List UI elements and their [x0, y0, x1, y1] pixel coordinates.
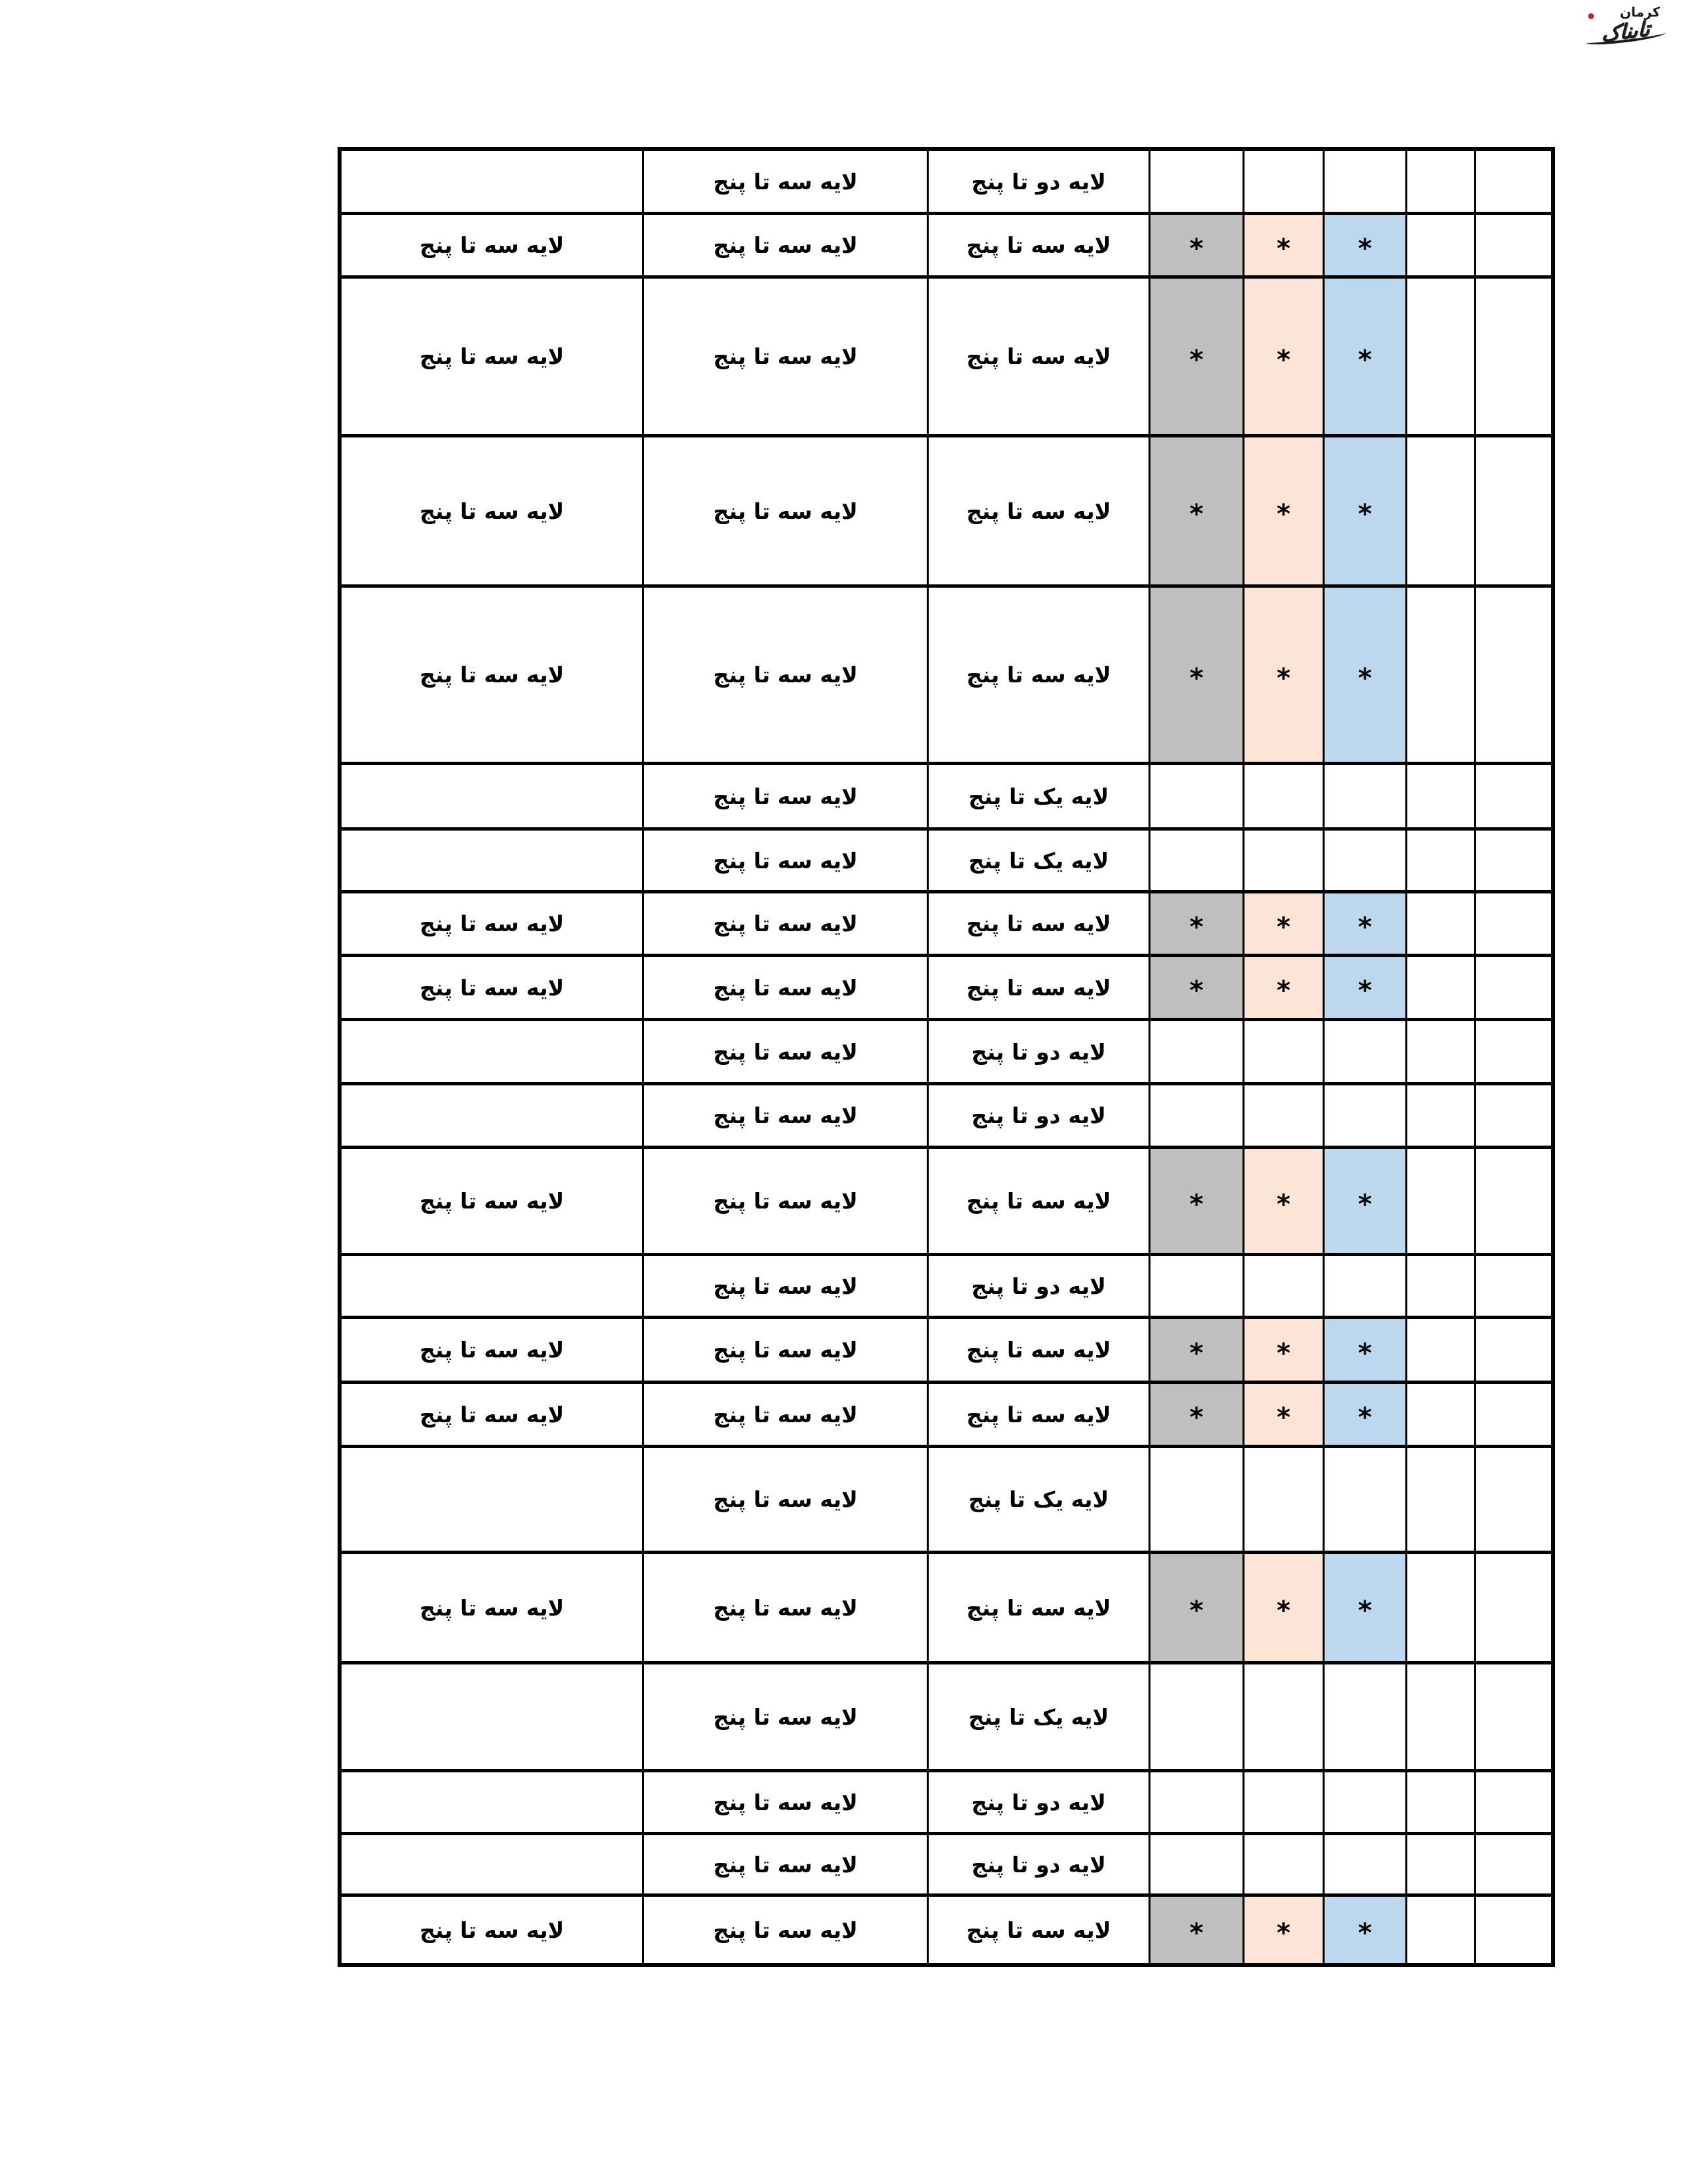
star-mark: * [1276, 976, 1291, 1006]
cell-range-a [342, 1256, 644, 1316]
table-row [342, 1149, 1551, 1256]
cell-mark-gray [1150, 1664, 1244, 1769]
layers-table [338, 147, 1555, 1967]
cell-range-b: لایه سه تا پنج [644, 957, 929, 1018]
cell-mark-peach [1244, 1021, 1325, 1082]
cell-range-c: لایه سه تا پنج [929, 893, 1150, 954]
table-row [342, 831, 1551, 893]
cell-range-a: لایه سه تا پنج [342, 437, 644, 584]
cell-mark-blue [1325, 831, 1407, 890]
cell-empty-b [1476, 765, 1551, 827]
table-row [342, 893, 1551, 957]
cell-range-b: لایه سه تا پنج [644, 1448, 929, 1551]
star-mark: * [1358, 976, 1372, 1006]
cell-range-b: لایه سه تا پنج [644, 1149, 929, 1253]
cell-mark-blue [1325, 957, 1407, 1018]
cell-range-a: لایه سه تا پنج [342, 1897, 644, 1963]
cell-mark-blue [1325, 893, 1407, 954]
star-mark: * [1358, 662, 1372, 694]
cell-empty-a [1407, 765, 1476, 827]
star-mark: * [1358, 1338, 1372, 1369]
cell-mark-gray [1150, 1384, 1244, 1445]
cell-range-b: لایه سه تا پنج [644, 151, 929, 212]
cell-range-c: لایه سه تا پنج [929, 1554, 1150, 1661]
star-mark: * [1276, 1918, 1291, 1948]
star-mark: * [1276, 233, 1291, 264]
table-row [342, 1256, 1551, 1319]
cell-mark-peach [1244, 279, 1325, 434]
cell-range-c: لایه یک تا پنج [929, 1664, 1150, 1769]
cell-mark-blue [1325, 1021, 1407, 1082]
cell-empty-b [1476, 1384, 1551, 1445]
star-mark: * [1190, 1596, 1203, 1626]
cell-empty-a [1407, 1384, 1476, 1445]
cell-range-c: لایه دو تا پنج [929, 1835, 1150, 1893]
cell-empty-b [1476, 1835, 1551, 1893]
cell-range-b: لایه سه تا پنج [644, 1256, 929, 1316]
cell-range-b: لایه سه تا پنج [644, 1384, 929, 1445]
table-row [342, 215, 1551, 279]
table-row [342, 765, 1551, 831]
star-mark: * [1190, 499, 1203, 529]
cell-mark-peach [1244, 215, 1325, 275]
cell-empty-a [1407, 1256, 1476, 1316]
cell-mark-blue [1325, 1448, 1407, 1551]
cell-range-c: لایه سه تا پنج [929, 1149, 1150, 1253]
star-mark: * [1358, 233, 1372, 264]
cell-mark-gray [1150, 957, 1244, 1018]
cell-mark-gray [1150, 1149, 1244, 1253]
logo-accent-dot [1588, 13, 1594, 19]
table-row [342, 151, 1551, 215]
cell-mark-blue [1325, 765, 1407, 827]
cell-range-c: لایه سه تا پنج [929, 215, 1150, 275]
cell-empty-a [1407, 1448, 1476, 1551]
star-mark: * [1276, 662, 1291, 694]
table-row [342, 1835, 1551, 1897]
star-mark: * [1358, 1189, 1372, 1220]
cell-empty-b [1476, 1897, 1551, 1963]
cell-mark-blue [1325, 1256, 1407, 1316]
cell-mark-peach [1244, 1554, 1325, 1661]
table-row [342, 1319, 1551, 1384]
cell-empty-b [1476, 1448, 1551, 1551]
cell-mark-gray [1150, 437, 1244, 584]
cell-mark-peach [1244, 1772, 1325, 1832]
table-row [342, 1554, 1551, 1664]
cell-empty-a [1407, 437, 1476, 584]
cell-range-c: لایه سه تا پنج [929, 437, 1150, 584]
cell-mark-gray [1150, 1448, 1244, 1551]
cell-empty-a [1407, 1319, 1476, 1381]
cell-empty-b [1476, 1319, 1551, 1381]
cell-mark-blue [1325, 1384, 1407, 1445]
cell-mark-blue [1325, 1664, 1407, 1769]
star-mark: * [1276, 1402, 1291, 1433]
cell-range-b: لایه سه تا پنج [644, 437, 929, 584]
cell-mark-gray [1150, 1897, 1244, 1963]
star-mark: * [1190, 911, 1203, 942]
star-mark: * [1358, 499, 1372, 529]
cell-empty-a [1407, 588, 1476, 762]
star-mark: * [1190, 1338, 1203, 1369]
cell-empty-a [1407, 957, 1476, 1018]
cell-range-b: لایه سه تا پنج [644, 215, 929, 275]
cell-range-a [342, 1448, 644, 1551]
cell-range-c: لایه یک تا پنج [929, 765, 1150, 827]
table-row [342, 588, 1551, 765]
cell-range-c: لایه یک تا پنج [929, 1448, 1150, 1551]
star-mark: * [1276, 499, 1291, 529]
cell-range-c: لایه سه تا پنج [929, 588, 1150, 762]
cell-mark-blue [1325, 1554, 1407, 1661]
cell-range-a [342, 1772, 644, 1832]
cell-mark-peach [1244, 1448, 1325, 1551]
star-mark: * [1190, 1402, 1203, 1433]
cell-mark-gray [1150, 893, 1244, 954]
cell-range-a [342, 765, 644, 827]
cell-empty-a [1407, 151, 1476, 212]
cell-mark-gray [1150, 1319, 1244, 1381]
cell-empty-b [1476, 588, 1551, 762]
star-mark: * [1276, 1189, 1291, 1220]
cell-range-b: لایه سه تا پنج [644, 1664, 929, 1769]
cell-empty-a [1407, 1772, 1476, 1832]
cell-mark-peach [1244, 1319, 1325, 1381]
cell-empty-a [1407, 279, 1476, 434]
star-mark: * [1190, 976, 1203, 1006]
cell-mark-blue [1325, 1085, 1407, 1146]
cell-range-a: لایه سه تا پنج [342, 1319, 644, 1381]
star-mark: * [1190, 662, 1203, 694]
cell-range-b: لایه سه تا پنج [644, 893, 929, 954]
cell-mark-peach [1244, 893, 1325, 954]
cell-mark-blue [1325, 1772, 1407, 1832]
cell-empty-b [1476, 1664, 1551, 1769]
star-mark: * [1276, 1596, 1291, 1626]
cell-range-a: لایه سه تا پنج [342, 893, 644, 954]
table-row [342, 279, 1551, 437]
cell-empty-b [1476, 1772, 1551, 1832]
cell-range-a [342, 831, 644, 890]
cell-range-b: لایه سه تا پنج [644, 1085, 929, 1146]
cell-range-a: لایه سه تا پنج [342, 1554, 644, 1661]
cell-range-c: لایه دو تا پنج [929, 1085, 1150, 1146]
cell-range-b: لایه سه تا پنج [644, 1554, 929, 1661]
table-row [342, 1085, 1551, 1149]
cell-mark-blue [1325, 279, 1407, 434]
cell-empty-a [1407, 215, 1476, 275]
cell-mark-peach [1244, 1085, 1325, 1146]
cell-mark-gray [1150, 1554, 1244, 1661]
cell-range-c: لایه سه تا پنج [929, 1897, 1150, 1963]
cell-mark-peach [1244, 1149, 1325, 1253]
cell-range-a: لایه سه تا پنج [342, 279, 644, 434]
cell-empty-b [1476, 1085, 1551, 1146]
star-mark: * [1190, 1918, 1203, 1948]
cell-empty-a [1407, 831, 1476, 890]
cell-mark-gray [1150, 215, 1244, 275]
cell-empty-b [1476, 957, 1551, 1018]
cell-empty-b [1476, 437, 1551, 584]
cell-mark-peach [1244, 957, 1325, 1018]
cell-mark-peach [1244, 588, 1325, 762]
cell-range-a: لایه سه تا پنج [342, 1384, 644, 1445]
cell-mark-peach [1244, 765, 1325, 827]
cell-range-c: لایه دو تا پنج [929, 1256, 1150, 1316]
star-mark: * [1358, 1402, 1372, 1433]
cell-empty-b [1476, 215, 1551, 275]
cell-range-c: لایه یک تا پنج [929, 831, 1150, 890]
cell-mark-blue [1325, 1835, 1407, 1893]
cell-mark-blue [1325, 1319, 1407, 1381]
logo-subtitle: کرمان [1619, 4, 1660, 20]
cell-empty-b [1476, 831, 1551, 890]
cell-range-c: لایه دو تا پنج [929, 1772, 1150, 1832]
star-mark: * [1358, 911, 1372, 942]
cell-mark-gray [1150, 1835, 1244, 1893]
cell-range-b: لایه سه تا پنج [644, 588, 929, 762]
cell-empty-a [1407, 1085, 1476, 1146]
cell-range-c: لایه دو تا پنج [929, 1021, 1150, 1082]
cell-range-b: لایه سه تا پنج [644, 1835, 929, 1893]
cell-mark-blue [1325, 588, 1407, 762]
table-row [342, 1772, 1551, 1835]
cell-range-c: لایه دو تا پنج [929, 151, 1150, 212]
cell-range-a [342, 1085, 644, 1146]
cell-mark-peach [1244, 1664, 1325, 1769]
cell-range-a: لایه سه تا پنج [342, 1149, 644, 1253]
cell-range-c: لایه سه تا پنج [929, 1384, 1150, 1445]
table-row [342, 437, 1551, 588]
cell-empty-a [1407, 1149, 1476, 1253]
cell-mark-peach [1244, 1256, 1325, 1316]
cell-range-b: لایه سه تا پنج [644, 1319, 929, 1381]
cell-mark-gray [1150, 1085, 1244, 1146]
cell-range-a: لایه سه تا پنج [342, 215, 644, 275]
cell-range-c: لایه سه تا پنج [929, 957, 1150, 1018]
table-row [342, 957, 1551, 1021]
star-mark: * [1276, 1338, 1291, 1369]
cell-mark-peach [1244, 831, 1325, 890]
cell-empty-a [1407, 1021, 1476, 1082]
cell-mark-blue [1325, 1897, 1407, 1963]
cell-range-a [342, 1835, 644, 1893]
cell-empty-b [1476, 1149, 1551, 1253]
cell-mark-blue [1325, 215, 1407, 275]
cell-mark-peach [1244, 437, 1325, 584]
cell-mark-peach [1244, 1835, 1325, 1893]
cell-empty-b [1476, 279, 1551, 434]
cell-empty-b [1476, 1021, 1551, 1082]
cell-empty-a [1407, 1664, 1476, 1769]
cell-mark-gray [1150, 1772, 1244, 1832]
star-mark: * [1276, 911, 1291, 942]
star-mark: * [1358, 1596, 1372, 1626]
table-row [342, 1664, 1551, 1772]
cell-range-a [342, 1664, 644, 1769]
table-row [342, 1448, 1551, 1554]
cell-empty-b [1476, 893, 1551, 954]
star-mark: * [1190, 344, 1203, 375]
cell-empty-b [1476, 1256, 1551, 1316]
cell-mark-blue [1325, 1149, 1407, 1253]
cell-range-a: لایه سه تا پنج [342, 957, 644, 1018]
cell-empty-b [1476, 151, 1551, 212]
cell-mark-gray [1150, 1021, 1244, 1082]
logo-title: تابناک [1601, 17, 1650, 47]
cell-range-b: لایه سه تا پنج [644, 279, 929, 434]
cell-mark-peach [1244, 1384, 1325, 1445]
cell-mark-gray [1150, 151, 1244, 212]
cell-mark-blue [1325, 437, 1407, 584]
cell-range-b: لایه سه تا پنج [644, 1897, 929, 1963]
cell-range-b: لایه سه تا پنج [644, 1021, 929, 1082]
cell-empty-a [1407, 1554, 1476, 1661]
cell-empty-a [1407, 1835, 1476, 1893]
cell-mark-gray [1150, 588, 1244, 762]
cell-range-a [342, 151, 644, 212]
cell-mark-peach [1244, 151, 1325, 212]
cell-empty-a [1407, 893, 1476, 954]
cell-mark-gray [1150, 831, 1244, 890]
table-row [342, 1897, 1551, 1963]
cell-empty-b [1476, 1554, 1551, 1661]
star-mark: * [1276, 344, 1291, 375]
star-mark: * [1190, 1189, 1203, 1220]
cell-empty-a [1407, 1897, 1476, 1963]
table-row [342, 1021, 1551, 1085]
star-mark: * [1190, 233, 1203, 264]
cell-mark-blue [1325, 151, 1407, 212]
cell-mark-gray [1150, 1256, 1244, 1316]
star-mark: * [1358, 344, 1372, 375]
table-row [342, 1384, 1551, 1448]
cell-mark-gray [1150, 279, 1244, 434]
star-mark: * [1358, 1918, 1372, 1948]
cell-range-a: لایه سه تا پنج [342, 588, 644, 762]
cell-range-c: لایه سه تا پنج [929, 279, 1150, 434]
cell-range-b: لایه سه تا پنج [644, 831, 929, 890]
cell-range-b: لایه سه تا پنج [644, 1772, 929, 1832]
cell-mark-peach [1244, 1897, 1325, 1963]
cell-range-c: لایه سه تا پنج [929, 1319, 1150, 1381]
cell-mark-gray [1150, 765, 1244, 827]
cell-range-b: لایه سه تا پنج [644, 765, 929, 827]
tabnak-kerman-logo [1573, 4, 1672, 45]
cell-range-a [342, 1021, 644, 1082]
